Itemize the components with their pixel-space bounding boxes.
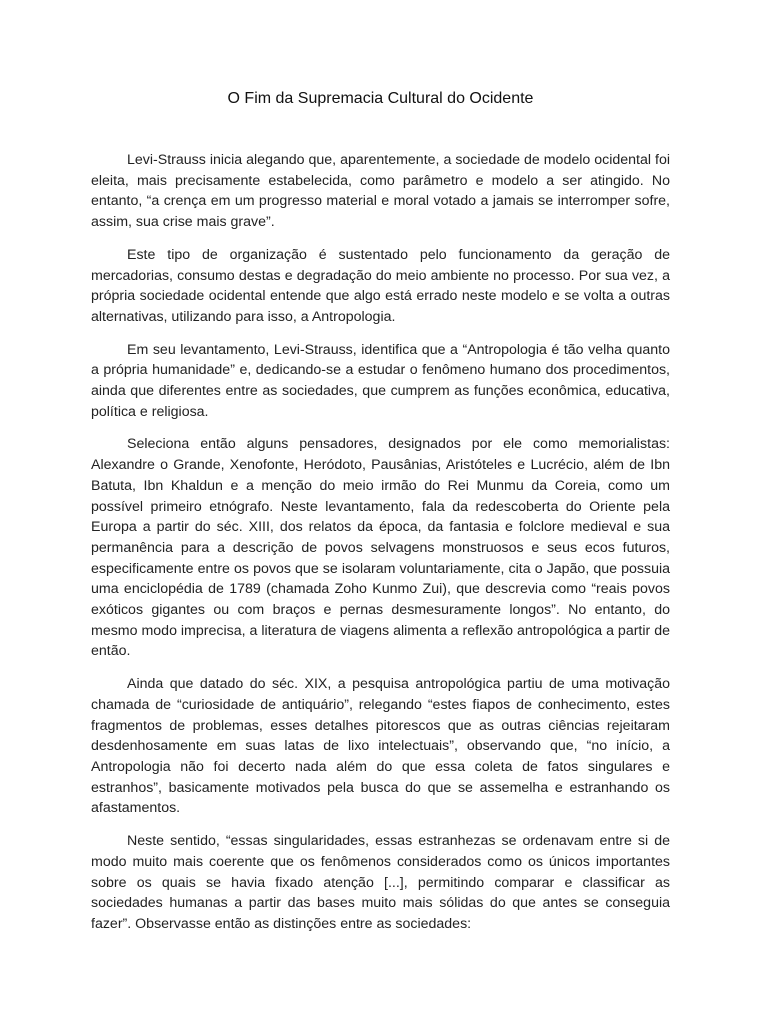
document-title: O Fim da Supremacia Cultural do Ocidente <box>227 90 534 107</box>
paragraph-3: Em seu levantamento, Levi-Strauss, identifica que a “Antropologia é tão velha quanto a própria humanidade” e, dedicando-se a estudar o fenômeno humano dos procedimentos, ainda que diferentes entre as sociedades, que cumprem as funções econômica, educativa, política e religiosa. <box>91 341 670 420</box>
paragraph-5: Ainda que datado do séc. XIX, a pesquisa antropológica partiu de uma motivação chamada de “curiosidade de antiquário”, relegando “estes fiapos de conhecimento, estes fragmentos de problemas, esses detalhes pitorescos que as outras ciências rejeitaram desdenhosamente em suas latas de lixo intelectuais”, observando que, “no início, a Antropologia não foi decerto nada além do que essa coleta de fatos singulares e estranhos”, basicamente motivados pela busca do que se assemelha e estranhando os afastamentos. <box>91 676 670 817</box>
paragraph-6: Neste sentido, “essas singularidades, essas estranhezas se ordenavam entre si de modo muito mais coerente que os fenômenos considerados como os únicos importantes sobre os quais se havia fixado atenção [...], permitindo comparar e classificar as sociedades humanas a partir das bases muito mais sólidas do que antes se conseguia fazer”. Observasse então as distinções entre as sociedades: <box>91 833 670 932</box>
paragraph-1: Levi-Strauss inicia alegando que, aparentemente, a sociedade de modelo ocidental foi eleita, mais precisamente estabelecida, como parâmetro e modelo a ser atingido. No entanto, “a crença em um progresso material e moral votado a jamais se interromper sofre, assim, sua crise mais grave”. <box>91 152 670 231</box>
paragraph-4: Seleciona então alguns pensadores, designados por ele como memorialistas: Alexandre o Grande, Xenofonte, Heródoto, Pausânias, Aristóteles e Lucrécio, além de Ibn Batuta, Ibn Khaldun e a menção do meio irmão do Rei Munmu da Coreia, como um possível primeiro etnógrafo. Neste levantamento, fala da redescoberta do Oriente pela Europa a partir do séc. XIII, dos relatos da época, da fantasia e folclore medieval e sua permanência para a descrição de povos selvagens monstruosos e seus ecos futuros, especificamente entre os povos que se isolaram voluntariamente, cita o Japão, que possuia uma enciclopédia de 1789 (chamada Zoho Kunmo Zui), que descrevia como “reais povos exóticos gigantes ou com braços e pernas desmesuramente longos”. No entanto, do mesmo modo imprecisa, a literatura de viagens alimenta a reflexão antropológica a partir de então. <box>91 436 670 660</box>
paragraph-2: Este tipo de organização é sustentado pelo funcionamento da geração de mercadorias, consumo destas e degradação do meio ambiente no processo. Por sua vez, a própria sociedade ocidental entende que algo está errado neste modelo e se volta a outras alternativas, utilizando para isso, a Antropologia. <box>91 246 670 325</box>
